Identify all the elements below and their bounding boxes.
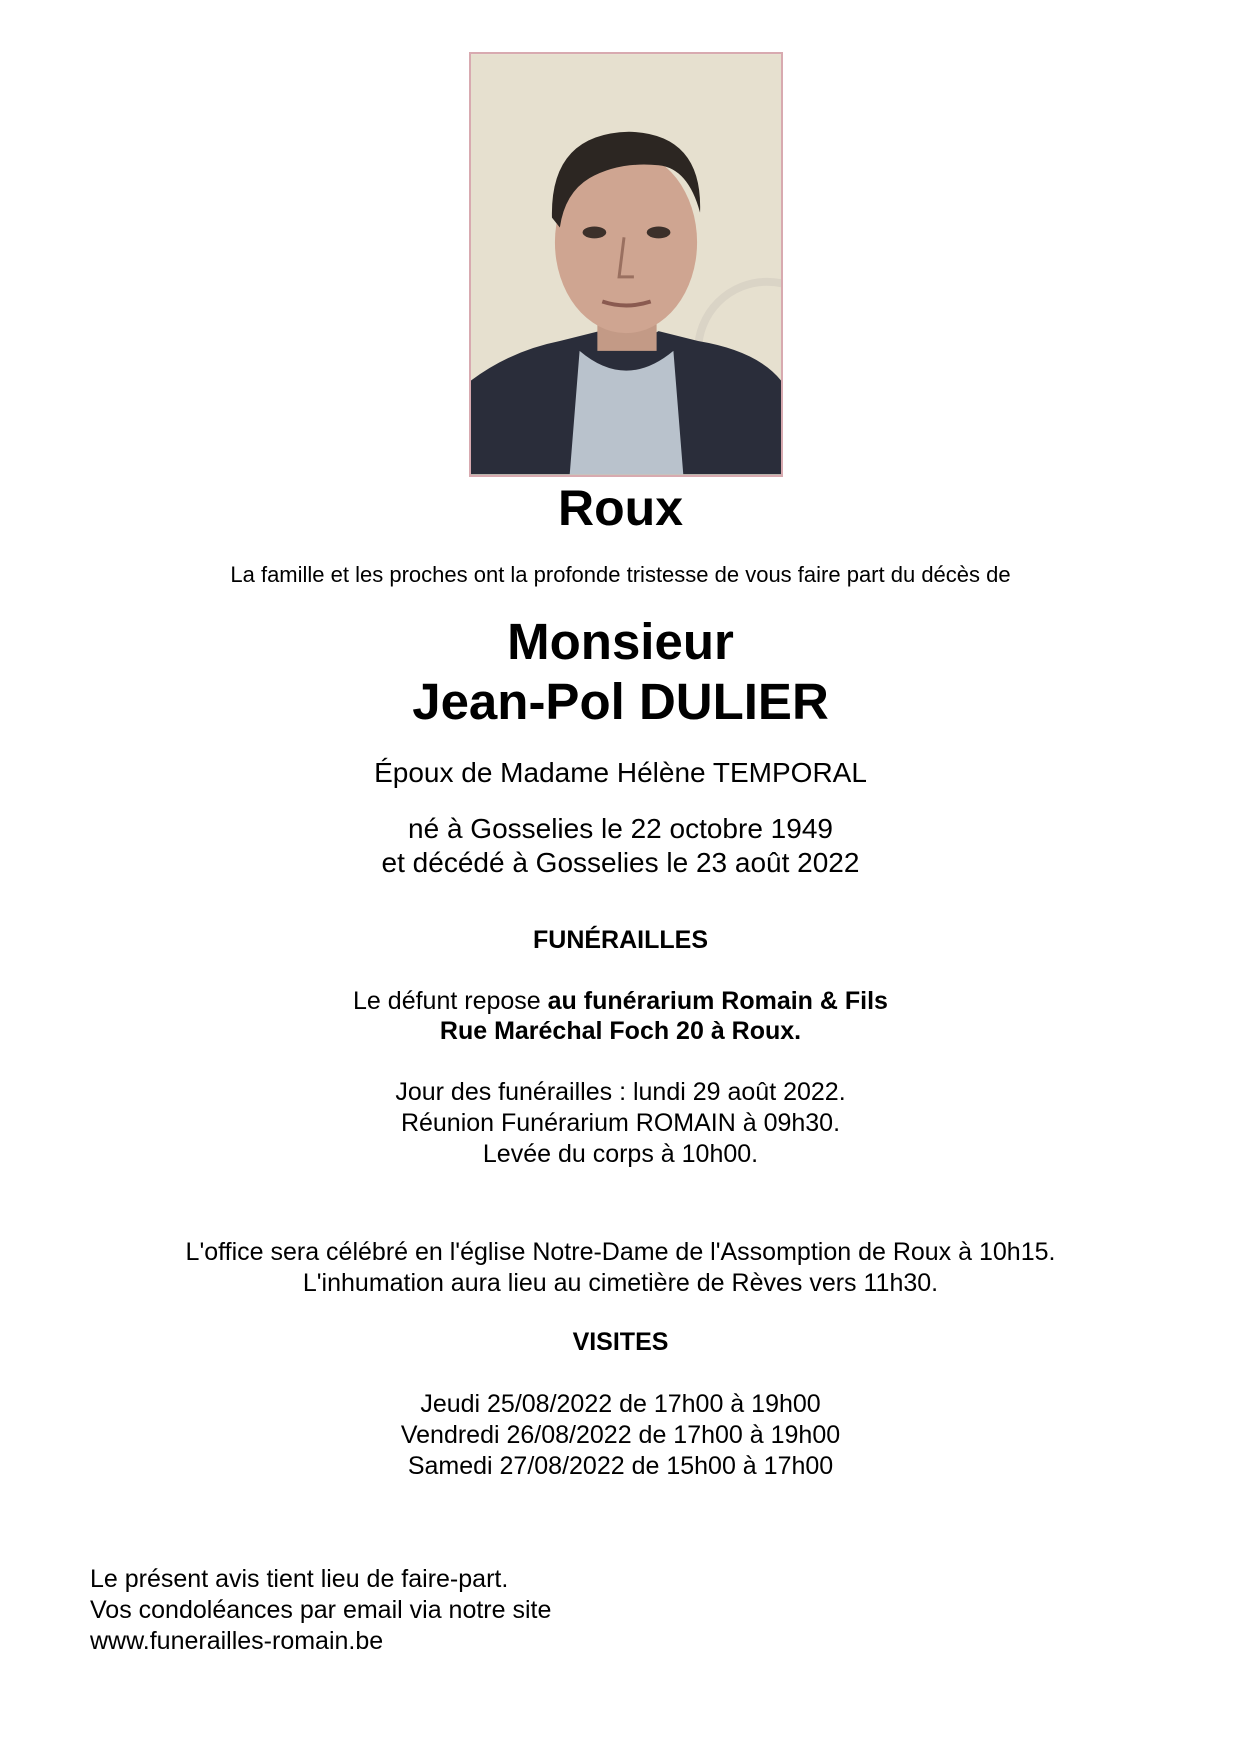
announcement-intro: La famille et les proches ont la profonde tristesse de vous faire part du décès de <box>230 562 1011 587</box>
deceased-portrait-photo <box>469 52 783 477</box>
locality-heading: Roux <box>558 480 683 536</box>
deceased-name: Jean-Pol DULIER <box>412 673 829 730</box>
death-line: et décédé à Gosselies le 23 août 2022 <box>381 847 860 878</box>
footer-notice <box>90 1564 551 1657</box>
schedule-item: Jour des funérailles : lundi 29 août 2022. <box>395 1078 846 1106</box>
service-item: L'inhumation aura lieu au cimetière de Rèves vers 11h30. <box>302 1269 939 1297</box>
service-item: L'office sera célébré en l'église Notre-Dame de l'Assomption de Roux à 10h15. <box>185 1238 1056 1266</box>
visits-list <box>0 1389 1241 1482</box>
repose-address: Rue Maréchal Foch 20 à Roux. <box>439 1017 802 1045</box>
repose-line <box>0 986 1241 1016</box>
spouse-line: Époux de Madame Hélène TEMPORAL <box>374 757 867 788</box>
visits-heading: VISITES <box>572 1328 669 1356</box>
visit-slot: Jeudi 25/08/2022 de 17h00 à 19h00 <box>420 1390 821 1418</box>
visit-slot: Samedi 27/08/2022 de 15h00 à 17h00 <box>407 1452 834 1480</box>
footer-website: www.funerailles-romain.be <box>90 1627 384 1655</box>
birth-line: né à Gosselies le 22 octobre 1949 <box>408 813 833 844</box>
service-details <box>0 1237 1241 1299</box>
deceased-honorific: Monsieur <box>507 613 734 670</box>
funeral-schedule <box>0 1077 1241 1170</box>
visit-slot: Vendredi 26/08/2022 de 17h00 à 19h00 <box>400 1421 841 1449</box>
footer-line: Vos condoléances par email via notre site <box>90 1596 552 1624</box>
footer-line: Le présent avis tient lieu de faire-part. <box>90 1565 509 1593</box>
funerals-heading: FUNÉRAILLES <box>533 926 708 954</box>
repose-prefix: Le défunt repose <box>353 987 548 1015</box>
schedule-item: Réunion Funérarium ROMAIN à 09h30. <box>400 1109 841 1137</box>
repose-place: au funérarium Romain & Fils <box>547 987 888 1015</box>
portrait-illustration <box>471 54 781 475</box>
schedule-item: Levée du corps à 10h00. <box>482 1140 759 1168</box>
